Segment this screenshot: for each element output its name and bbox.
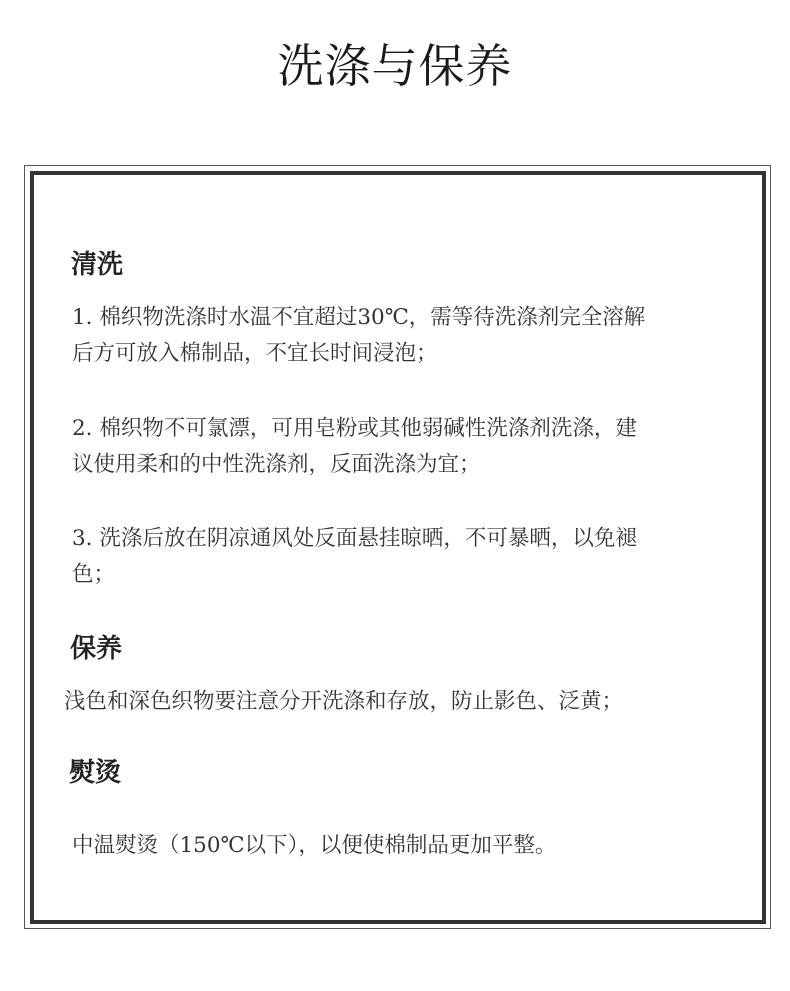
section-heading-ironing: 熨烫 xyxy=(69,758,122,788)
wash-item-2-line-1: 2. 棉织物不可氯漂，可用皂粉或其他弱碱性洗涤剂洗涤，建 xyxy=(72,416,637,441)
wash-item-2-line-2: 议使用柔和的中性洗涤剂，反面洗涤为宜； xyxy=(72,452,481,477)
section-heading-care: 保养 xyxy=(70,634,123,664)
section-heading-wash: 清洗 xyxy=(71,250,124,280)
care-text: 浅色和深色织物要注意分开洗涤和存放，防止影色、泛黄； xyxy=(64,689,624,714)
wash-item-3-line-1: 3. 洗涤后放在阴凉通风处反面悬挂晾晒，不可暴晒，以免褪 xyxy=(72,526,637,551)
page-title: 洗涤与保养 xyxy=(277,39,513,93)
wash-item-3-line-2: 色； xyxy=(72,562,116,587)
ironing-text: 中温熨烫（150℃以下），以便使棉制品更加平整。 xyxy=(72,833,557,858)
wash-item-1-line-2: 后方可放入棉制品，不宜长时间浸泡； xyxy=(72,341,438,366)
wash-item-1-line-1: 1. 棉织物洗涤时水温不宜超过30℃，需等待洗涤剂完全溶解 xyxy=(72,305,646,330)
